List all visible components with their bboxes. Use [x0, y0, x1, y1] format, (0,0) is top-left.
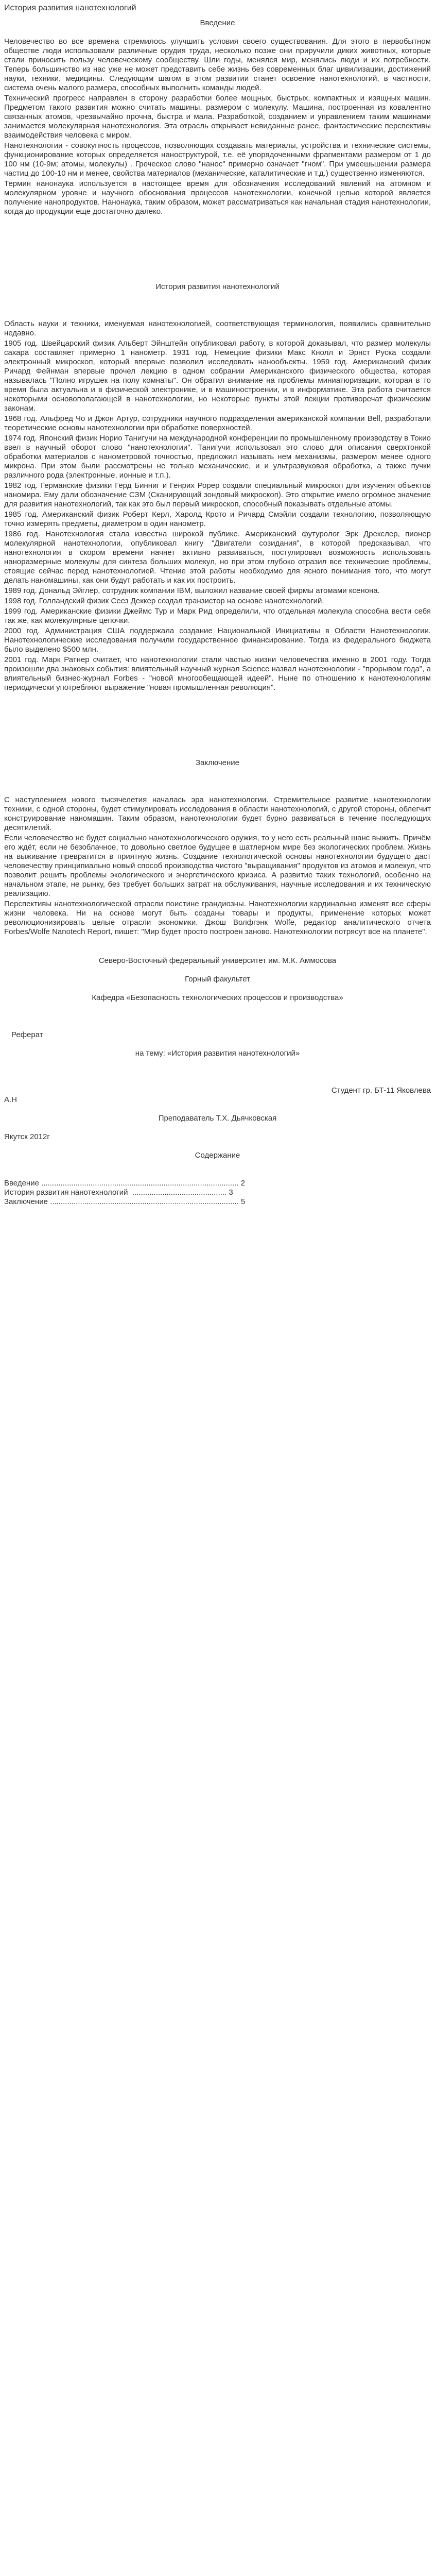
conclusion-paragraph: С наступлением нового тысячелетия началась эра нанотехнологии. Стремительное развитие нанотехнологии техники, с одной стороны, будет стимулировать исследования в области нанотехнологий, с другой стороны, облегчит конструирование наномашин. Таким образом, нанотехнологии будет бурно развиваться в течение последующих десятилетий. [4, 795, 431, 832]
teacher-label: Преподаватель Т.Х. Дьячковская [158, 1114, 277, 1123]
conclusion-section [4, 758, 431, 937]
history-item: 1989 год. Дональд Эйглер, сотрудник компании IBM, выложил название своей фирмы атомами ксенона. [4, 586, 380, 595]
city-year: Якутск 2012г [4, 1132, 50, 1141]
intro-section [4, 19, 431, 216]
history-heading: История развития нанотехнологий [155, 282, 280, 291]
history-item: 1986 год. Нанотехнология стала известна широкой публике. Американский футуролог Эрк Дрекслер, пионер молекулярной нанотехнологии, опубликовал книгу "Двигатели созидания", в которой предсказывал, что нанотехнология в скором времени начнет активно развиваться, постулировал возможность использовать наноразмерные молекулы для синтеза больших молекул, но при этом глубоко отразил все технические проблемы, стоящие сейчас перед нанотехнологией. Чтение этой работы необходимо для ясного понимания того, что могут делать наномашины, как они будут работать и как их построить. [4, 530, 431, 585]
history-item: 1968 год. Альфред Чо и Джон Артур, сотрудники научного подразделения американской компании Bell, разработали теоретические основы нанотехнологии при обработке поверхностей. [4, 414, 431, 432]
faculty-name: Горный факультет [185, 975, 250, 984]
toc-entry: История развития нанотехнологий ............................................ 3 [4, 1188, 233, 1197]
toc-heading: Содержание [195, 1151, 240, 1160]
intro-heading: Введение [200, 19, 235, 27]
intro-paragraph: Термин нанонаука используется в настоящее время для обозначения исследований явлений на атомном и молекулярном уровне и научного обоснования процессов нанотехнологии, конечной целью которой является получение нанопродуктов. Нанонаука, таким образом, может рассматриваться как начальная стадия нанотехнологии, когда до продукции еще достаточно далеко. [4, 179, 431, 216]
toc-entry: Введение ............................................................................................ 2 [4, 1179, 246, 1188]
history-item: 1982 год. Германские физики Герд Бинниг и Генрих Рорер создали специальный микроскоп для изучения объектов наномира. Ему дали обозначение СЗМ (Сканирующий зондовый микроскоп). Это открытие имело огромное значение для развития нанотехнологий, так как это был первый микроскоп, способный показывать отдельные атомы. [4, 481, 431, 509]
work-type: Реферат [11, 1030, 43, 1039]
document [0, 0, 436, 1212]
history-item: 1905 год. Швейцарский физик Альберт Эйнштейн опубликовал работу, в которой доказывал, что размер молекулы сахара составляет примерно 1 нанометр. 1931 год. Немецкие физики Макс Кнолл и Эрнст Руска создали электронный микроскоп, который впервые позволил исследовать нанообъекты. 1959 год. Американский физик Ричард Фейнман впервые прочел лекцию в одном собрании Американского физического общества, которая называлась "Полно игрушек на полу комнаты". Он обратил внимание на проблемы миниатюризации, которая в то время была актуальна и в физической электронике, и в машиностроении, и в информатике. Эта работа считается некоторыми основополагающей в нанотехнологии, но некоторые пункты этой лекции противоречат физическим законам. [4, 339, 431, 413]
history-item: 1998 год. Голландский физик Сеез Деккер создал транзистор на основе нанотехнологий. [4, 597, 324, 605]
university-name: Северо-Восточный федеральный университет им. М.К. Аммосова [98, 956, 337, 965]
intro-paragraph: Технический прогресс направлен в сторону разработки более мощных, быстрых, компактных и изящных машин. Предметом такого развития можно считать машины, размером с молекулу. Машина, построенная из ковалентно связанных атомов, чрезвычайно прочна, быстра и мала. Разработкой, созданием и управлением таким машинами занимается молекулярная нанотехнология. Эта отрасль открывает невиданные ранее, фантастические перспективы взаимодействия человека с миром. [4, 94, 431, 140]
student-initials: А.Н [4, 1095, 18, 1104]
work-topic: на тему: «История развития нанотехнологий» [135, 1049, 300, 1058]
history-item: 1985 год. Американский физик Роберт Керл, Харолд Крото и Ричард Смэйли создали технологию, позволяющую точно измерять предметы, диаметром в один нанометр. [4, 510, 431, 528]
intro-paragraph: Человечество во все времена стремилось улучшить условия своего существования. Для этого в первобытном обществе люди использовали различные орудия труда, несколько позже они приручили диких животных, которые стали приносить пользу человеческому сообществу. Шли годы, менялся мир, менялись люди и их потребности. Теперь большинство из нас уже не может представить себе жизнь без современных благ цивилизации, достижений науки, техники, медицины. Следующим шагом в этом развитии станет освоение нанотехнологий, в частности, система очень малого размера, способных выполнить команды людей. [4, 37, 431, 92]
student-label: Студент гр. БТ-11 Яковлева [331, 1086, 431, 1095]
table-of-contents [4, 1151, 431, 1207]
history-lead: Область науки и техники, именуемая нанотехнологией, соответствующая терминология, появились сравнительно недавно. [4, 319, 431, 337]
conclusion-heading: Заключение [196, 758, 239, 767]
toc-entry: Заключение ........................................................................................ 5 [4, 1197, 246, 1206]
history-item: 2001 год. Марк Ратнер считает, что нанотехнологии стали частью жизни человечества именно в 2001 году. Тогда произошли два знаковых события: влиятельный научный журнал Science назвал нанотехнологии - "прорывом года", а влиятельный бизнес-журнал Forbes - "новой многообещающей идеей". Ныне по отношению к нанотехнологиям периодически употребляют выражение "новая промышленная революция". [4, 655, 431, 692]
history-item: 1974 год. Японский физик Норио Танигучи на международной конференции по промышленному производству в Токио ввел в научный оборот слово "нанотехнологии". Танигучи использовал это слово для описания сверхтонкой обработки материалов с нанометровой точностью, предложил называть нем механизмы, размером менее одного микрона. При этом были рассмотрены не только механические, и и ультразвуковая обработка, а также пучки различного рода (электронные, ионные и т.п.). [4, 434, 431, 480]
department-name: Кафедра «Безопасность технологических процессов и производства» [92, 993, 343, 1002]
title-page [4, 956, 431, 1142]
history-item: 1999 год. Американские физики Джеймс Тур и Марк Рид определили, что отдельная молекула способна вести себя так же, как молекулярные цепочки. [4, 607, 431, 625]
conclusion-paragraph: Если человечество не будет социально нанотехнологического оружия, то у него есть реальный шанс выжить. Причём его ждёт, если не безоблачное, то довольно светлое будущее в шатлерном мире без экологических проблем. Жизнь на выживание превратится в приятную жизнь. Создание технологической основы нанотехнологии будущего даст человечеству принципиально новый способ производства чистого "выращивания" продуктов из атомов и молекул, что позволит решить проблемы экологического и энергетического кризиса. А развитие таких технологий, особенно на начальном этапе, не рынку, без требует больших затрат на обслуживания, научные исследования и их техническую реализацию. [4, 834, 431, 898]
history-section [4, 282, 431, 692]
conclusion-paragraph: Перспективы нанотехнологической отрасли поистине грандиозны. Нанотехнологии кардинально изменят все сферы жизни человека. Ни на основе могут быть созданы товары и продукты, применение которых может революционизировать целые отрасли экономики. Джош Волфгэнк Wolfe, редактор аналитического отчета Forbes/Wolfe Nanotech Report, пишет: "Мир будет просто построен заново. Нанотехнологии потрясут все на планете". [4, 900, 431, 936]
intro-paragraph: Нанотехнологии - совокупность процессов, позволяющих создавать материалы, устройства и технические системы, функционирование которых определяется наноструктурой, т.е. её упорядоченными фрагментами размером от 1 до 100 нм (10-9м; атомы, молекулы) . Греческое слово "нанос" примерно означает "гном". При умеешьшении размера частиц до 100-10 нм и менее, свойства материалов (механические, каталитические и т.д.) существенно изменяются. [4, 141, 431, 178]
document-title: История развития нанотехнологий [4, 4, 136, 12]
history-item: 2000 год. Администрация США поддержала создание Национальной Инициативы в Области Нанотехнологии. Нанотехнологические исследования получили государственное финансирование. Тогда из федерального бюджета было выделено $500 млн. [4, 626, 431, 654]
